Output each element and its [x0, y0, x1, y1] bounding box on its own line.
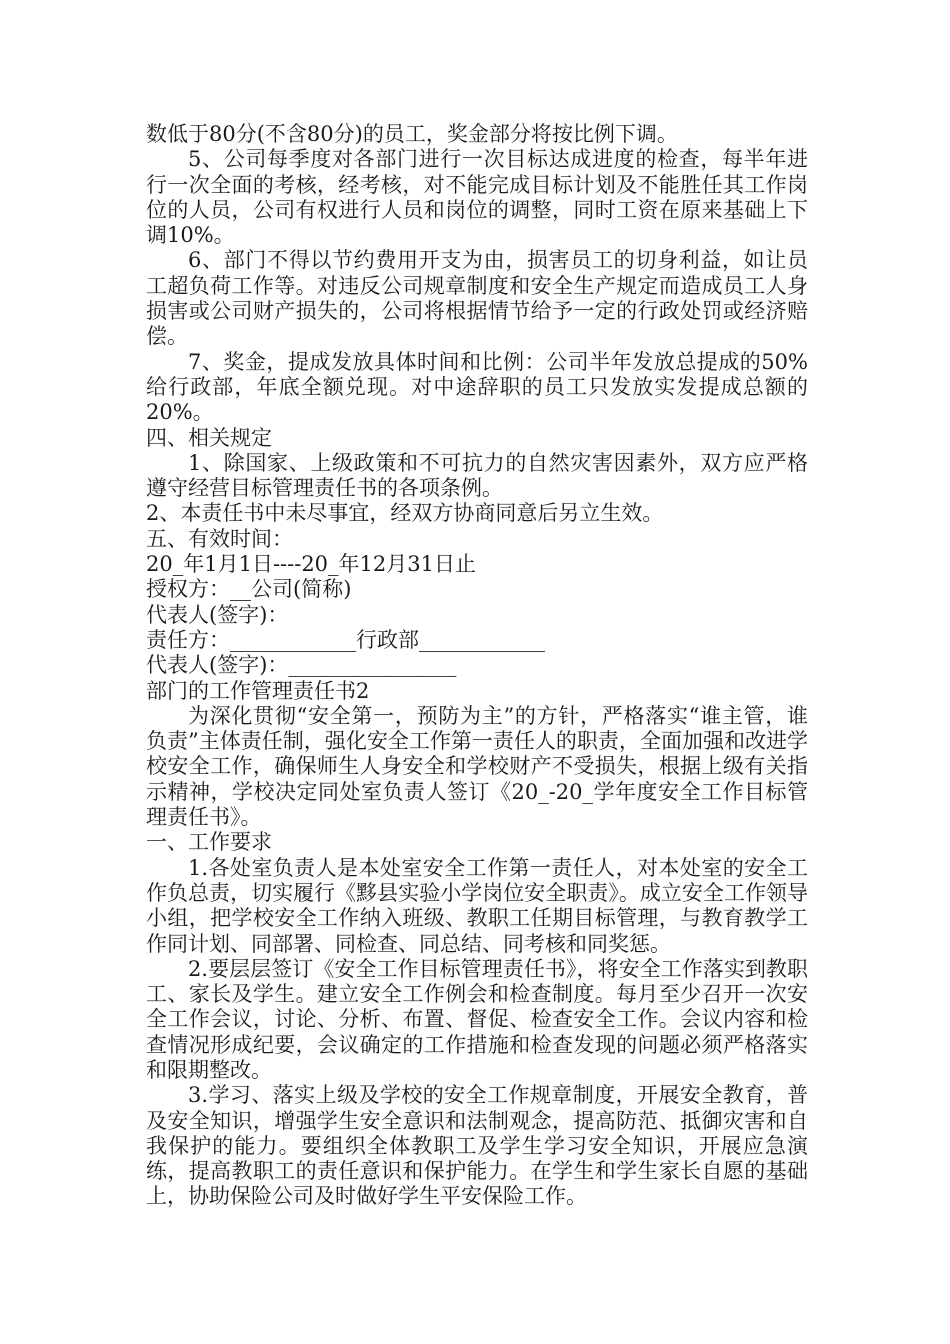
paragraph: 数低于80分(不含80分)的员工，奖金部分将按比例下调。: [146, 122, 678, 146]
document-title: 部门的工作管理责任书2: [146, 678, 370, 703]
signature-line: 代表人(签字)：________________: [146, 653, 457, 678]
authorizer-line: 授权方：__公司(简称): [146, 577, 352, 602]
paragraph: 2、本责任书中未尽事宜，经双方协商同意后另立生效。: [146, 501, 664, 526]
paragraph: 1、除国家、上级政策和不可抗力的自然灾害因素外，双方应严格遵守经营目标管理责任书的各项条例。: [146, 450, 808, 501]
section-heading: 四、相关规定: [146, 425, 272, 450]
paragraph: 2.要层层签订《安全工作目标管理责任书》，将安全工作落实到教职工、家长及学生。建立安全工作例会和检查制度。每月至少召开一次安全工作会议，讨论、分析、布置、督促、检查安全工作。会议内容和检查情况形成纪要，会议确定的工作措施和检查发现的问题必须严格落实和限期整改。: [146, 956, 808, 1082]
paragraph: 1.各处室负责人是本处室安全工作第一责任人，对本处室的安全工作负总责，切实履行《黟县实验小学岗位安全职责》。成立安全工作领导小组，把学校安全工作纳入班级、教职工任期目标管理，与教育教学工作同计划、同部署、同检查、同总结、同考核和同奖惩。: [146, 855, 808, 956]
paragraph: 3.学习、落实上级及学校的安全工作规章制度，开展安全教育，普及安全知识，增强学生安全意识和法制观念，提高防范、抵御灾害和自我保护的能力。要组织全体教职工及学生学习安全知识，开展应急演练，提高教职工的责任意识和保护能力。在学生和学生家长自愿的基础上，协助保险公司及时做好学生平安保险工作。: [146, 1083, 808, 1209]
section-heading: 五、有效时间：: [146, 526, 293, 551]
paragraph: 为深化贯彻“安全第一，预防为主”的方针，严格落实“谁主管，谁负责”主体责任制，强化安全工作第一责任人的职责，全面加强和改进学校安全工作，确保师生人身安全和学校财产不受损失，根据上级有关指示精神，学校决定同处室负责人签订《20_-20_学年度安全工作目标管理责任书》。: [146, 703, 808, 830]
signature-line: 代表人(签字)：: [146, 602, 289, 627]
document-body: [146, 122, 808, 1210]
validity-dates: 20_年1月1日----20_年12月31日止: [146, 552, 476, 577]
paragraph: 6、部门不得以节约费用开支为由，损害员工的切身利益，如让员工超负荷工作等。对违反公司规章制度和安全生产规定而造成员工人身损害或公司财产损失的，公司将根据情节给予一定的行政处罚或经济赔偿。: [146, 248, 808, 349]
responsible-party-line: 责任方：____________行政部____________: [146, 627, 545, 652]
paragraph: 7、奖金，提成发放具体时间和比例：公司半年发放总提成的50%给行政部，年底全额兑现。对中途辞职的员工只发放实发提成总额的20%。: [146, 349, 808, 425]
paragraph: 5、公司每季度对各部门进行一次目标达成进度的检查，每半年进行一次全面的考核，经考核，对不能完成目标计划及不能胜任其工作岗位的人员，公司有权进行人员和岗位的调整，同时工资在原来基础上下调10%。: [146, 147, 808, 248]
section-heading: 一、工作要求: [146, 830, 272, 855]
